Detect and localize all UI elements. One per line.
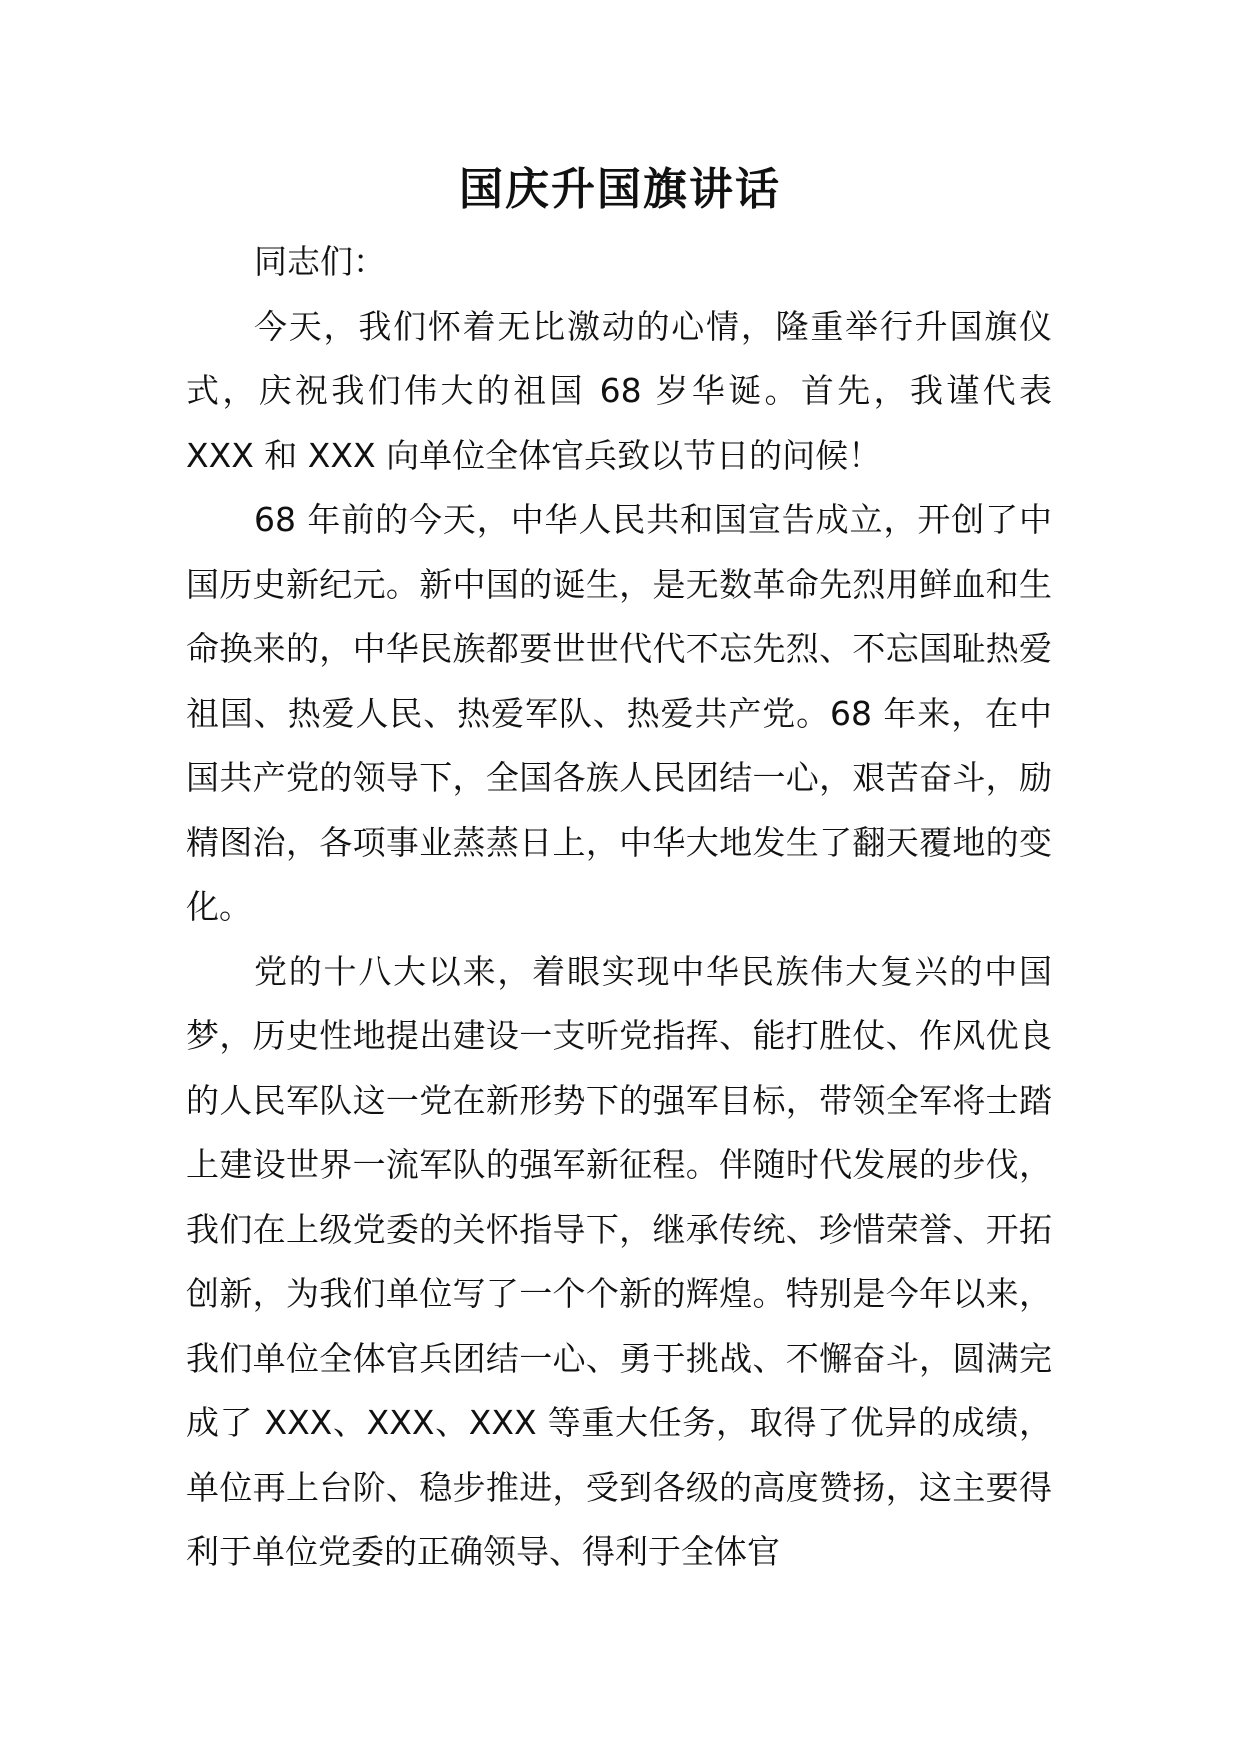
- paragraph-3: 党的十八大以来，着眼实现中华民族伟大复兴的中国梦，历史性地提出建设一支听党指挥、能打胜仗、作风优良的人民军队这一党在新形势下的强军目标，带领全军将士踏上建设世界一流军队的强军新征程。伴随时代发展的步伐，我们在上级党委的关怀指导下，继承传统、珍惜荣誉、开拓创新，为我们单位写了一个个新的辉煌。特别是今年以来，我们单位全体官兵团结一心、勇于挑战、不懈奋斗，圆满完成了 XXX、XXX、XXX 等重大任务，取得了优异的成绩，单位再上台阶、稳步推进，受到各级的高度赞扬，这主要得利于单位党委的正确领导、得利于全体官: [186, 951, 1052, 1571]
- paragraph-1: 今天，我们怀着无比激动的心情，隆重举行升国旗仪式，庆祝我们伟大的祖国 68 岁华诞。首先，我谨代表 XXX 和 XXX 向单位全体官兵致以节日的问候！: [186, 306, 1052, 475]
- document-body: [186, 230, 1052, 1585]
- document-title: 国庆升国旗讲话: [459, 164, 781, 215]
- paragraph-2: 68 年前的今天，中华人民共和国宣告成立，开创了中国历史新纪元。新中国的诞生，是无数革命先烈用鲜血和生命换来的，中华民族都要世世代代不忘先烈、不忘国耻热爱祖国、热爱人民、热爱军队、热爱共产党。68 年来，在中国共产党的领导下，全国各族人民团结一心，艰苦奋斗，励精图治，各项事业蒸蒸日上，中华大地发生了翻天覆地的变化。: [186, 500, 1052, 926]
- salutation: 同志们：: [254, 242, 386, 281]
